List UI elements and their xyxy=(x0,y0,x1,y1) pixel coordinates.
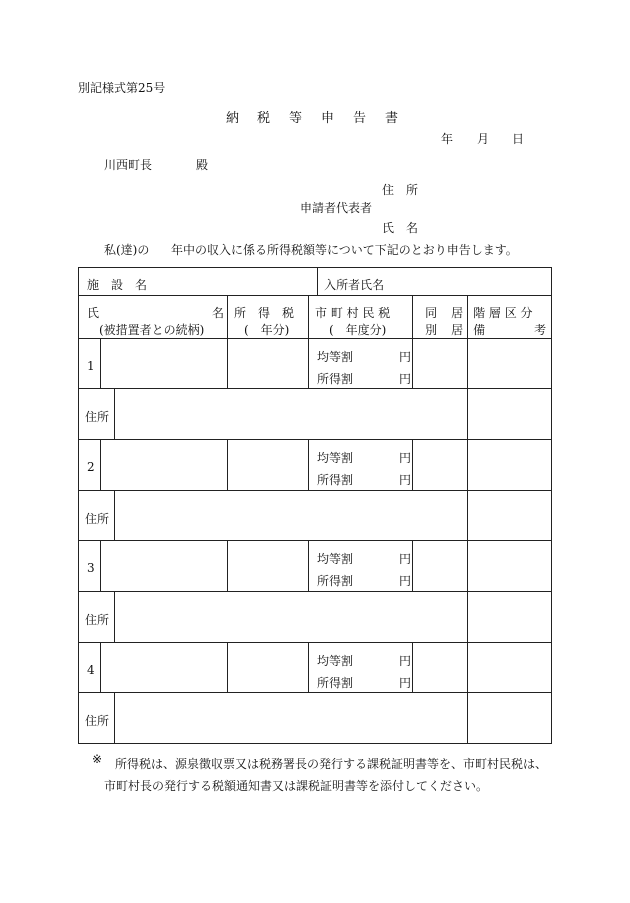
header-name-left: 氏 xyxy=(87,306,100,320)
name-cell[interactable] xyxy=(101,643,228,693)
income-label: 所得割 xyxy=(317,473,354,487)
address-label: 住所 xyxy=(85,512,110,526)
addressee-honorific: 殿 xyxy=(196,158,209,172)
equal-label: 均等割 xyxy=(317,654,354,668)
header-cohabit-bl: 別 xyxy=(425,323,438,337)
equal-label: 均等割 xyxy=(317,552,354,566)
row-number-cell xyxy=(79,643,101,693)
date-month-label: 月 xyxy=(477,132,490,146)
form-number: 別記様式第25号 xyxy=(78,81,166,95)
header-name-sub: (被措置者との続柄) xyxy=(99,323,205,337)
address-input-cell[interactable] xyxy=(115,491,468,541)
row-number: 2 xyxy=(87,460,95,474)
cohabit-cell[interactable] xyxy=(413,440,468,491)
address-input-cell[interactable] xyxy=(115,592,468,643)
cohabit-cell[interactable] xyxy=(413,643,468,693)
row-number-cell xyxy=(79,440,101,491)
date-year-label: 年 xyxy=(441,132,454,146)
applicant-name-label: 氏 名 xyxy=(382,221,419,235)
name-cell[interactable] xyxy=(101,541,228,592)
name-cell[interactable] xyxy=(101,339,228,389)
date-day-label: 日 xyxy=(512,132,525,146)
remarks-cell[interactable] xyxy=(468,592,552,643)
cohabit-cell[interactable] xyxy=(413,339,468,389)
facility-cell[interactable] xyxy=(79,268,318,296)
income-tax-cell[interactable] xyxy=(228,339,309,389)
income-tax-cell[interactable] xyxy=(228,643,309,693)
header-municipal-tax xyxy=(309,296,413,339)
note-text: 所得税は、源泉徴収票又は税務署長の発行する課税証明書等を、市町村民税は、市町村長の発行する税額通知書又は課税証明書等を添付してください。 xyxy=(104,757,548,793)
municipal-tax-cell[interactable] xyxy=(309,440,413,491)
header-class-br: 考 xyxy=(534,323,547,337)
yen-label: 円 xyxy=(399,552,412,566)
header-class-bl: 備 xyxy=(473,323,486,337)
address-label-cell xyxy=(79,693,115,744)
header-class-top: 階 層 区 分 xyxy=(473,306,533,320)
header-row xyxy=(79,296,552,339)
address-input-cell[interactable] xyxy=(115,389,468,440)
resident-name-cell[interactable] xyxy=(318,268,552,296)
row-number: 3 xyxy=(87,561,95,575)
header-cohabit-tl: 同 xyxy=(425,306,438,320)
class-cell[interactable] xyxy=(468,339,552,389)
header-income-tax xyxy=(228,296,309,339)
name-cell[interactable] xyxy=(101,440,228,491)
address-row xyxy=(79,693,552,744)
equal-label: 均等割 xyxy=(317,451,354,465)
title-char: 等 xyxy=(289,111,303,126)
address-row xyxy=(79,592,552,643)
applicant-address-label: 住 所 xyxy=(382,183,419,197)
title-char: 納 xyxy=(226,111,240,126)
applicant-role-label: 申請者代表者 xyxy=(300,201,373,215)
yen-label: 円 xyxy=(399,574,412,588)
facility-row xyxy=(79,268,552,296)
table-row xyxy=(79,440,552,491)
yen-label: 円 xyxy=(399,372,412,386)
cohabit-cell[interactable] xyxy=(413,541,468,592)
header-cohabit xyxy=(413,296,468,339)
row-number-cell xyxy=(79,541,101,592)
income-label: 所得割 xyxy=(317,372,354,386)
address-label: 住所 xyxy=(85,714,110,728)
remarks-cell[interactable] xyxy=(468,693,552,744)
facility-label: 施 設 名 xyxy=(87,278,148,292)
addressee-name: 川西町長 xyxy=(104,158,153,172)
address-input-cell[interactable] xyxy=(115,693,468,744)
yen-label: 円 xyxy=(399,473,412,487)
header-income-tax-sub: ( 年分) xyxy=(244,323,290,337)
note-mark: ※ xyxy=(92,752,103,766)
address-label: 住所 xyxy=(85,410,110,424)
remarks-cell[interactable] xyxy=(468,491,552,541)
title-char: 税 xyxy=(257,111,271,126)
header-cohabit-br: 居 xyxy=(451,323,464,337)
equal-label: 均等割 xyxy=(317,350,354,364)
title-char: 申 xyxy=(321,111,335,126)
table-row xyxy=(79,541,552,592)
address-label-cell xyxy=(79,592,115,643)
table-row xyxy=(79,339,552,389)
address-row xyxy=(79,491,552,541)
header-income-tax-label: 所 得 税 xyxy=(234,306,295,320)
class-cell[interactable] xyxy=(468,643,552,693)
municipal-tax-cell[interactable] xyxy=(309,541,413,592)
income-label: 所得割 xyxy=(317,574,354,588)
header-name xyxy=(79,296,228,339)
yen-label: 円 xyxy=(399,654,412,668)
row-number-cell xyxy=(79,339,101,389)
header-name-right: 名 xyxy=(212,306,225,320)
municipal-tax-cell[interactable] xyxy=(309,643,413,693)
header-cohabit-tr: 居 xyxy=(451,306,464,320)
yen-label: 円 xyxy=(399,350,412,364)
yen-label: 円 xyxy=(399,451,412,465)
income-label: 所得割 xyxy=(317,676,354,690)
header-class xyxy=(468,296,552,339)
title-char: 書 xyxy=(385,111,399,126)
address-label: 住所 xyxy=(85,613,110,627)
resident-name-label: 入所者氏名 xyxy=(324,278,385,292)
income-tax-cell[interactable] xyxy=(228,541,309,592)
row-number: 4 xyxy=(87,663,95,677)
municipal-tax-cell[interactable] xyxy=(309,339,413,389)
class-cell[interactable] xyxy=(468,541,552,592)
class-cell[interactable] xyxy=(468,440,552,491)
header-municipal-tax-label: 市 町 村 民 税 xyxy=(315,306,391,320)
header-municipal-tax-sub: ( 年度分) xyxy=(329,323,387,337)
row-number: 1 xyxy=(87,359,95,373)
remarks-cell[interactable] xyxy=(468,389,552,440)
title-char: 告 xyxy=(353,111,367,126)
yen-label: 円 xyxy=(399,676,412,690)
table-row xyxy=(79,643,552,693)
address-row xyxy=(79,389,552,440)
address-label-cell xyxy=(79,491,115,541)
address-label-cell xyxy=(79,389,115,440)
statement-body: 年中の収入に係る所得税額等について下記のとおり申告します。 xyxy=(171,243,518,257)
statement-prefix: 私(達)の xyxy=(104,243,150,257)
declaration-table xyxy=(78,267,552,744)
income-tax-cell[interactable] xyxy=(228,440,309,491)
